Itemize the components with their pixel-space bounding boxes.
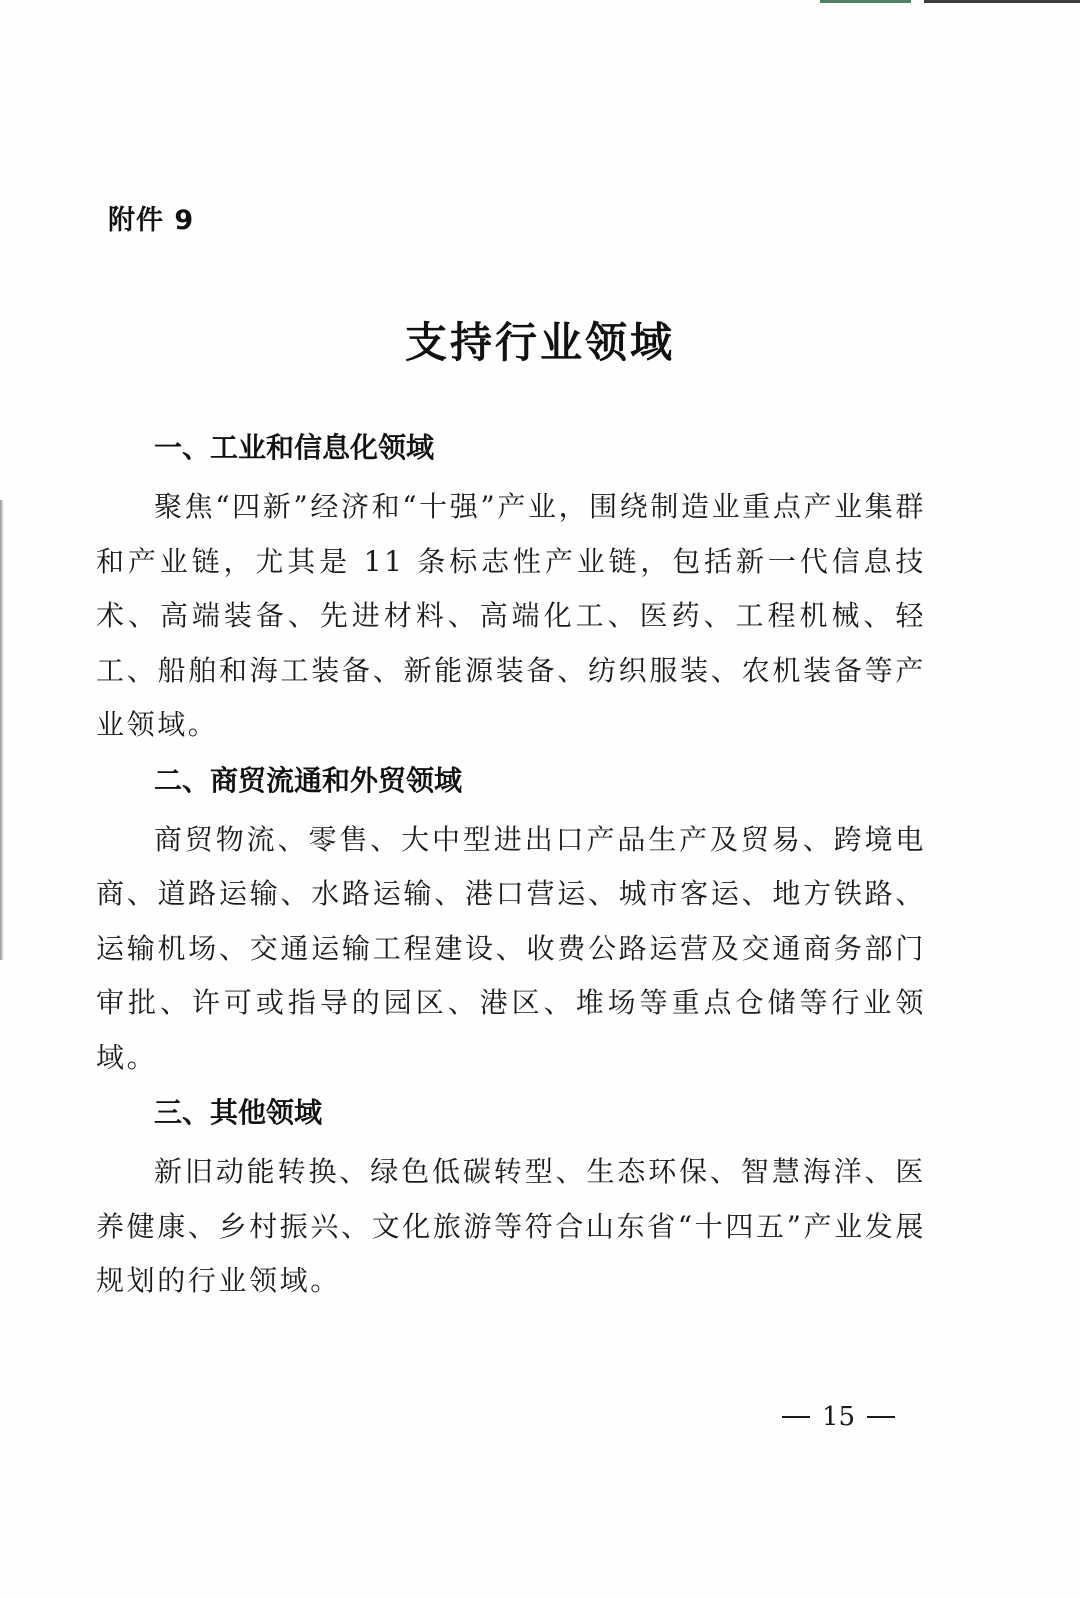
document-title: 支持行业领域 <box>404 318 675 367</box>
annex-label: 附件 9 <box>108 205 195 236</box>
section-heading: 二、商贸流通和外贸领域 <box>154 763 463 797</box>
section-paragraph: 聚焦“四新”经济和“十强”产业，围绕制造业重点产业集群和产业链，尤其是 11 条标志性产业链，包括新一代信息技术、高端装备、先进材料、高端化工、医药、工程机械、轻工、船舶和海工装备、新能源装备、纺织服装、农机装备等产业领域。 <box>96 490 926 741</box>
page-number-value: 15 <box>822 1402 856 1432</box>
section-heading: 三、其他领域 <box>154 1096 323 1129</box>
section-paragraph: 新旧动能转换、绿色低碳转型、生态环保、智慧海洋、医养健康、乡村振兴、文化旅游等符合山东省“十四五”产业发展规划的行业领域。 <box>96 1155 926 1297</box>
section-other <box>96 1093 926 1309</box>
scan-edge-shadow <box>0 500 4 960</box>
scan-top-edge <box>820 0 1080 3</box>
section-heading: 一、工业和信息化领域 <box>154 431 435 464</box>
document-body <box>96 428 926 1317</box>
section-paragraph: 商贸物流、零售、大中型进出口产品生产及贸易、跨境电商、道路运输、水路运输、港口营运、城市客运、地方铁路、运输机场、交通运输工程建设、收费公路运营及交通商务部门审批、许可或指导的园区、港区、堆场等重点仓储等行业领域。 <box>96 822 926 1074</box>
dash-right <box>867 1416 895 1418</box>
section-industry <box>96 428 926 753</box>
page-number <box>782 1402 895 1432</box>
dash-left <box>782 1416 810 1418</box>
section-trade <box>96 761 926 1086</box>
